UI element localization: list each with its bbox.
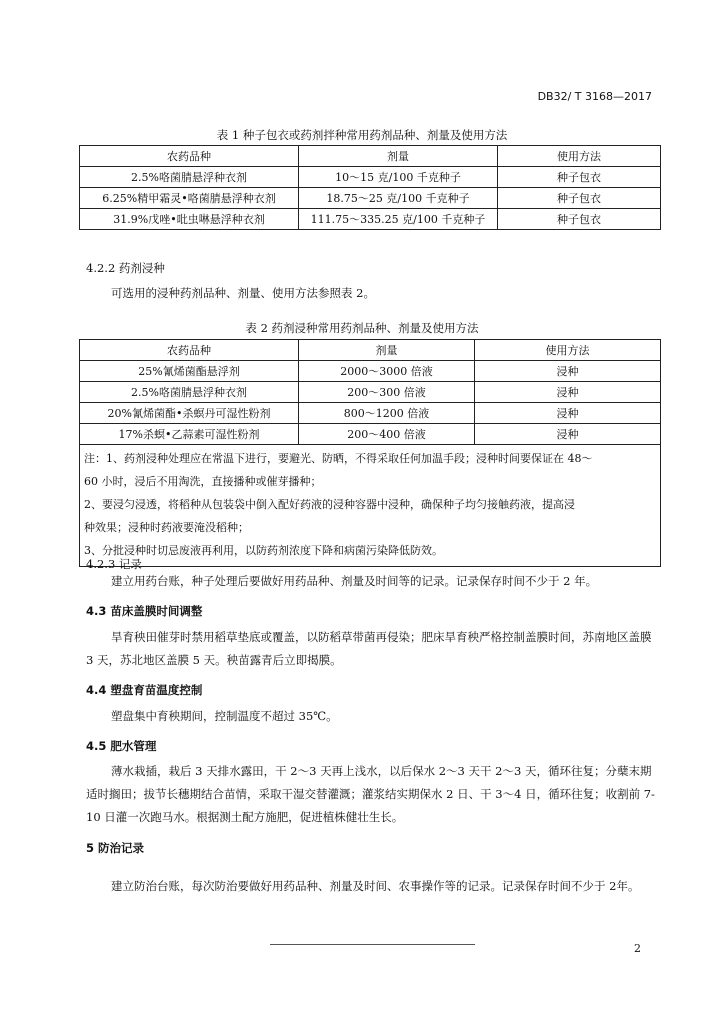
section-5-text: 建立防治台账，每次防治要做好用药品种、剂量及时间、农事操作等的记录。记录保存时间不少于 2年。: [111, 879, 640, 893]
table2-cell: 2000～3000 倍液: [299, 361, 475, 382]
table-row: [80, 382, 661, 403]
page-number: 2: [634, 942, 641, 955]
section-4-4-text: 塑盘集中育秧期间，控制温度不超过 35℃。: [111, 709, 338, 723]
table2-cell: 浸种: [475, 403, 661, 424]
note-line: 种效果；浸种时药液要淹没稻种；: [84, 521, 249, 534]
table2-cell: 浸种: [475, 361, 661, 382]
table1-cell: 6.25%精甲霜灵•咯菌腈悬浮种衣剂: [80, 188, 299, 209]
table1-header-dosage: 剂量: [299, 146, 498, 167]
table2-cell: 200～300 倍液: [299, 382, 475, 403]
table1-cell: 种子包衣: [498, 167, 661, 188]
table-row: [80, 209, 661, 230]
table1-cell: 18.75～25 克/100 千克种子: [299, 188, 498, 209]
table-row: [80, 424, 661, 445]
table2-cell: 25%氰烯菌酯悬浮剂: [80, 361, 299, 382]
section-4-3-heading: 4.3 苗床盖膜时间调整: [86, 604, 203, 618]
table2-cell: 800～1200 倍液: [299, 403, 475, 424]
section-4-2-2-heading: 4.2.2 药剂浸种: [86, 261, 165, 275]
table1-cell: 10～15 克/100 千克种子: [299, 167, 498, 188]
table1-cell: 111.75～335.25 克/100 千克种子: [299, 209, 498, 230]
note-line: 2、要浸匀浸透，将稻种从包装袋中倒入配好药液的浸种容器中浸种，确保种子均匀接触药液，提高浸: [84, 498, 575, 511]
table2-cell: 2.5%咯菌腈悬浮种衣剂: [80, 382, 299, 403]
table2-cell: 200～400 倍液: [299, 424, 475, 445]
table1-caption: 表 1 种子包衣或药剂拌种常用药剂品种、剂量及使用方法: [216, 128, 508, 142]
table2-caption: 表 2 药剂浸种常用药剂品种、剂量及使用方法: [245, 321, 479, 335]
table-row: [80, 361, 661, 382]
footer-divider: [270, 944, 475, 945]
table1-header-pesticide: 农药品种: [80, 146, 299, 167]
section-4-3-text: 旱育秧田催芽时禁用稻草垫底或覆盖，以防稻草带菌再侵染；肥床旱育秧严格控制盖膜时间，苏南地区盖膜 3 天，苏北地区盖膜 5 天。秧苗露青后立即揭膜。: [86, 630, 652, 667]
table2-cell: 17%杀螟•乙蒜素可湿性粉剂: [80, 424, 299, 445]
note-line: 60 小时，浸后不用淘洗，直接播种或催芽播种；: [84, 475, 322, 488]
section-4-2-3-text: 建立用药台账，种子处理后要做好用药品种、剂量及时间等的记录。记录保存时间不少于 2 年。: [111, 574, 598, 588]
section-5-heading: 5 防治记录: [86, 841, 145, 855]
table-row: [80, 167, 661, 188]
table1-cell: 种子包衣: [498, 188, 661, 209]
section-4-2-3-heading: 4.2.3 记录: [86, 557, 142, 571]
table2: [79, 339, 661, 567]
table-row: [80, 188, 661, 209]
note-line: 3、分批浸种时切忌废液再利用，以防药剂浓度下降和病菌污染降低防效。: [84, 544, 443, 557]
table2-cell: 20%氰烯菌酯•杀螟丹可湿性粉剂: [80, 403, 299, 424]
table2-note-row: [80, 445, 661, 567]
table1-cell: 31.9%戊唑•吡虫啉悬浮种衣剂: [80, 209, 299, 230]
note-line: 注：1、药剂浸种处理应在常温下进行，要避光、防晒，不得采取任何加温手段；浸种时间要保证在 48～: [84, 452, 593, 465]
table1-header-method: 使用方法: [498, 146, 661, 167]
table2-cell: 浸种: [475, 424, 661, 445]
table2-note: [80, 445, 661, 567]
section-4-4-heading: 4.4 塑盘育苗温度控制: [86, 683, 203, 697]
table2-header-pesticide: 农药品种: [80, 340, 299, 361]
table1-cell: 种子包衣: [498, 209, 661, 230]
table-row: [80, 403, 661, 424]
table1: [79, 145, 661, 230]
standard-code: DB32/ T 3168—2017: [537, 90, 652, 103]
section-4-2-2-text: 可选用的浸种药剂品种、剂量、使用方法参照表 2。: [111, 286, 375, 300]
table2-header-method: 使用方法: [475, 340, 661, 361]
section-4-5-heading: 4.5 肥水管理: [86, 739, 157, 753]
table2-header-dosage: 剂量: [299, 340, 475, 361]
table1-cell: 2.5%咯菌腈悬浮种衣剂: [80, 167, 299, 188]
section-4-5-text: 薄水栽插，栽后 3 天排水露田，干 2～3 天再上浅水，以后保水 2～3 天干 2～3 天，循环往复；分蘖末期适时搁田；拔节长穗期结合苗情，采取干湿交替灌溉；灌浆结实期保水 2 日、干 3～4 日，循环往复；收割前 7-10 日灌一次跑马水。根据测土配方施肥，促进植株健壮生长。: [86, 764, 655, 824]
table2-cell: 浸种: [475, 382, 661, 403]
